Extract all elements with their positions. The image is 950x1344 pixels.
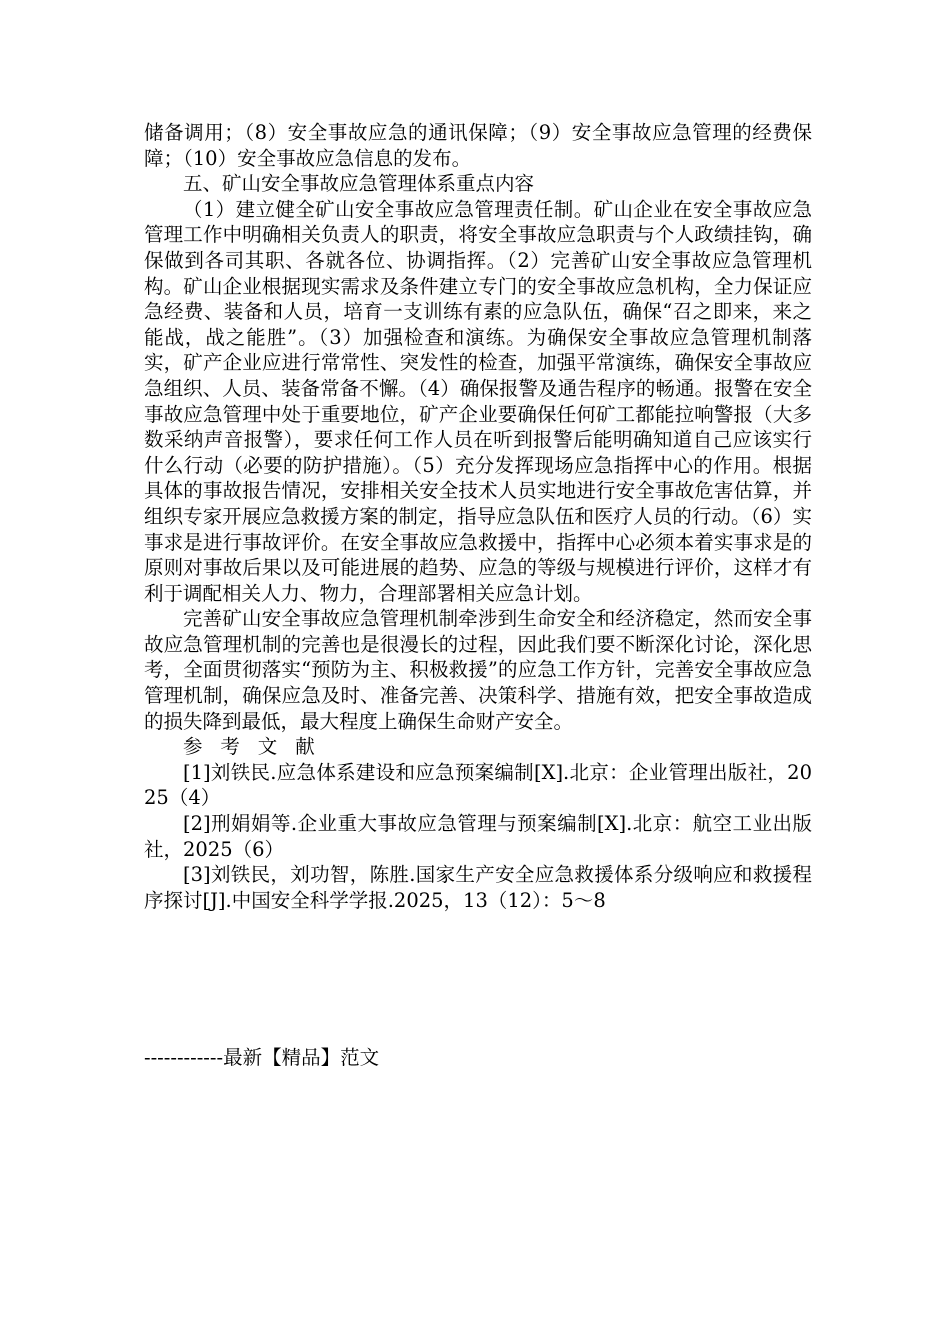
reference-item-3: [3]刘铁民，刘功智，陈胜.国家生产安全应急救援体系分级响应和救援程序探讨[J].中国安全科学学报.2025，13（12）：5～8 — [144, 863, 812, 912]
reference-item-1: [1]刘铁民.应急体系建设和应急预案编制[X].北京：企业管理出版社，2025（4） — [144, 760, 812, 810]
paragraph-conclusion: 完善矿山安全事故应急管理机制牵涉到生命安全和经济稳定，然而安全事故应急管理机制的完善也是很漫长的过程，因此我们要不断深化讨论，深化思考，全面贯彻落实“预防为主、积极救援”的应急工作方针，完善安全事故应急管理机制，确保应急及时、准备完善、决策科学、措施有效，把安全事故造成的损失降到最低，最大程度上确保生命财产安全。 — [144, 607, 812, 733]
document-body — [144, 120, 812, 913]
paragraph-intro-tail: 储备调用；（8）安全事故应急的通讯保障；（9）安全事故应急管理的经费保障；（10）安全事故应急信息的发布。 — [144, 121, 812, 170]
paragraph-main-content: （1）建立健全矿山安全事故应急管理责任制。矿山企业在安全事故应急管理工作中明确相关负责人的职责，将安全事故应急职责与个人政绩挂钩，确保做到各司其职、各就各位、协调指挥。（2）完善矿山安全事故应急管理机构。矿山企业根据现实需求及条件建立专门的安全事故应急机构，全力保证应急经费、装备和人员，培育一支训练有素的应急队伍，确保“召之即来，来之能战，战之能胜”。（3）加强检查和演练。为确保安全事故应急管理机制落实，矿产企业应进行常常性、突发性的检查，加强平常演练，确保安全事故应急组织、人员、装备常备不懈。（4）确保报警及通告程序的畅通。报警在安全事故应急管理中处于重要地位，矿产企业要确保任何矿工都能拉响警报（大多数采纳声音报警），要求任何工作人员在听到报警后能明确知道自己应该实行什么行动（必要的防护措施）。（5）充分发挥现场应急指挥中心的作用。根据具体的事故报告情况，安排相关安全技术人员实地进行安全事故危害估算，并组织专家开展应急救援方案的制定，指导应急队伍和医疗人员的行动。（6）实事求是进行事故评价。在安全事故应急救援中，指挥中心必须本着实事求是的原则对事故后果以及可能进展的趋势、应急的等级与规模进行评价，这样才有利于调配相关人力、物力，合理部署相关应急计划。 — [144, 197, 812, 605]
page-footer: ------------最新【精品】范文 — [144, 1046, 380, 1069]
reference-item-2: [2]刑娟娟等.企业重大事故应急管理与预案编制[X].北京：航空工业出版社，2025（6） — [144, 812, 812, 861]
section-heading-5: 五、矿山安全事故应急管理体系重点内容 — [183, 172, 535, 196]
references-heading: 参 考 文 献 — [183, 735, 321, 759]
